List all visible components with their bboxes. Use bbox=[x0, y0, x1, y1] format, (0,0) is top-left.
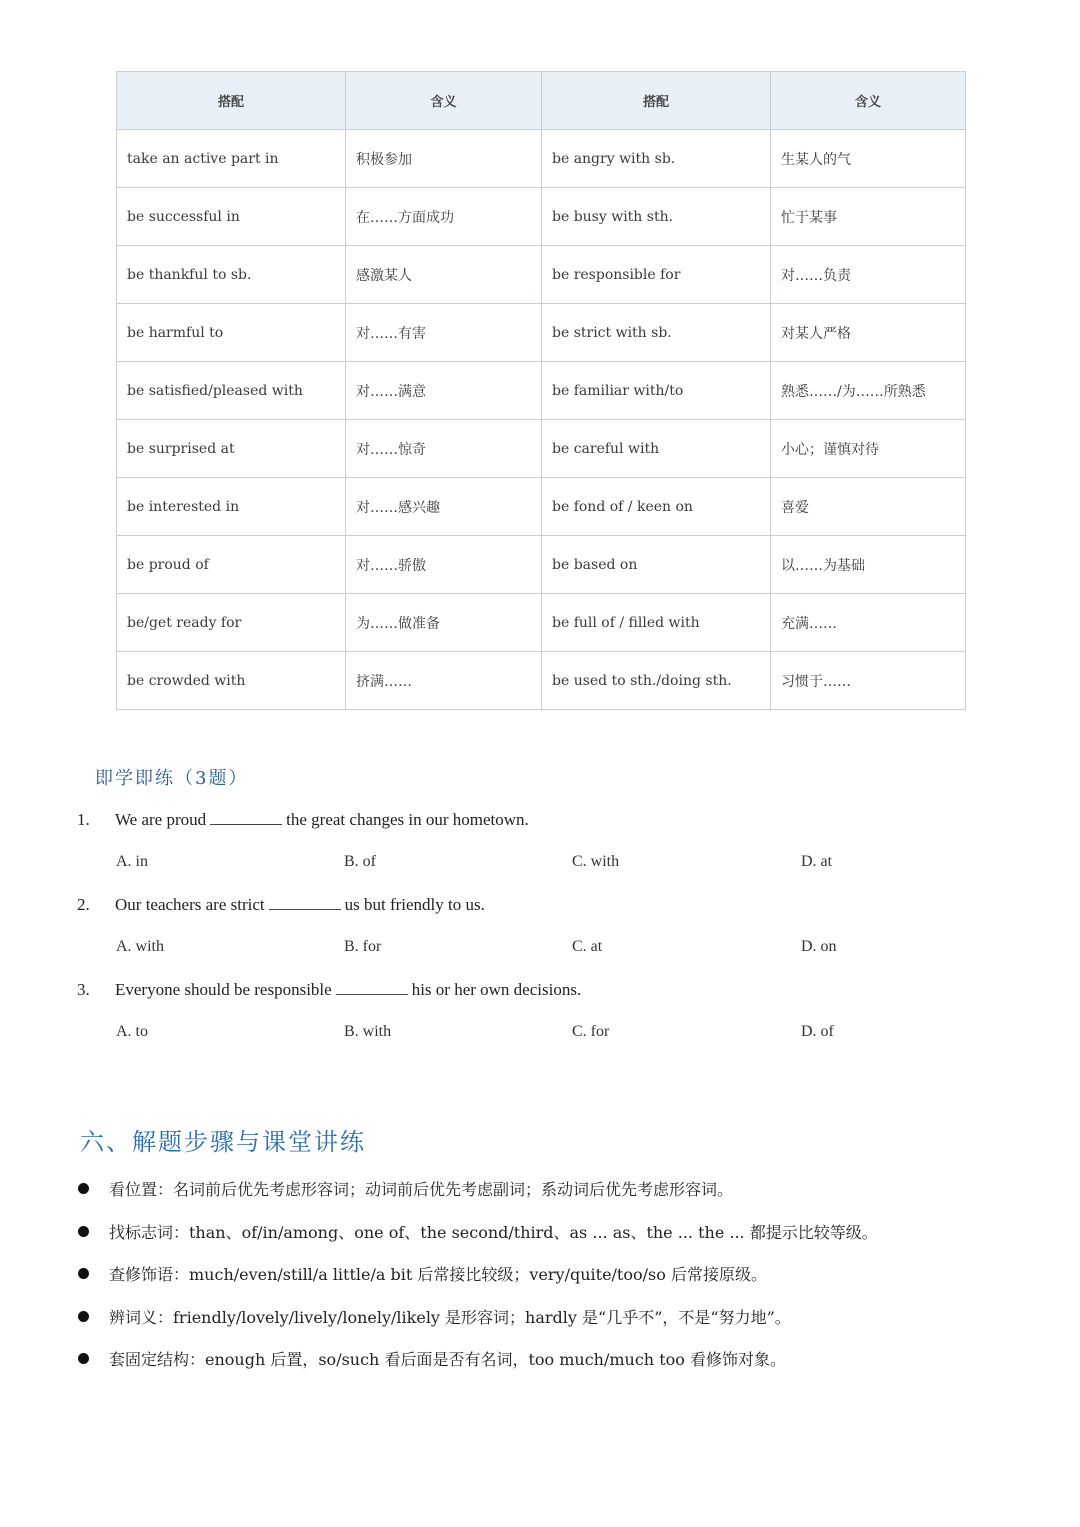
option-c: C. at bbox=[572, 938, 603, 955]
table-row bbox=[117, 362, 966, 420]
bullet-icon bbox=[78, 1183, 89, 1194]
table-row bbox=[117, 130, 966, 188]
table-cell: be/get ready for bbox=[117, 594, 346, 652]
table-cell: 感激某人 bbox=[346, 246, 542, 304]
table-cell: 对……感兴趣 bbox=[346, 478, 542, 536]
question-number: 3. bbox=[77, 980, 90, 999]
table-cell: 挤满…… bbox=[346, 652, 542, 710]
table-cell: be proud of bbox=[117, 536, 346, 594]
option-a: A. in bbox=[116, 853, 148, 870]
table-row bbox=[117, 594, 966, 652]
table-cell: 充满…… bbox=[771, 594, 966, 652]
option-d: D. at bbox=[801, 853, 833, 870]
question-number: 2. bbox=[77, 895, 90, 914]
bullet-text: 看位置：名词前后优先考虑形容词；动词前后优先考虑副词；系动词后优先考虑形容词。 bbox=[109, 1180, 734, 1199]
table-cell: be fond of / keen on bbox=[542, 478, 771, 536]
list-item bbox=[78, 1305, 791, 1328]
table-row bbox=[117, 536, 966, 594]
table-cell: 以……为基础 bbox=[771, 536, 966, 594]
table-row bbox=[117, 478, 966, 536]
table-cell: be interested in bbox=[117, 478, 346, 536]
table-cell: 忙于某事 bbox=[771, 188, 966, 246]
question-text-after: the great changes in our hometown. bbox=[286, 810, 529, 829]
question-text-before: We are proud bbox=[115, 810, 207, 829]
table-cell: be successful in bbox=[117, 188, 346, 246]
option-c: C. for bbox=[572, 1023, 610, 1040]
table-cell: 对……负责 bbox=[771, 246, 966, 304]
table-cell: be responsible for bbox=[542, 246, 771, 304]
table-cell: be satisfied/pleased with bbox=[117, 362, 346, 420]
bullet-icon bbox=[78, 1311, 89, 1322]
table-cell: 对……惊奇 bbox=[346, 420, 542, 478]
option-a: A. to bbox=[116, 1023, 148, 1040]
option-b: B. of bbox=[344, 853, 376, 870]
table-header-row bbox=[117, 72, 966, 130]
list-item bbox=[78, 1220, 878, 1243]
table-cell: be based on bbox=[542, 536, 771, 594]
table-row bbox=[117, 304, 966, 362]
header-meaning-2: 含义 bbox=[771, 72, 966, 130]
table-cell: 为……做准备 bbox=[346, 594, 542, 652]
table-cell: be used to sth./doing sth. bbox=[542, 652, 771, 710]
table-cell: be angry with sb. bbox=[542, 130, 771, 188]
table-cell: 对某人严格 bbox=[771, 304, 966, 362]
table-row bbox=[117, 420, 966, 478]
table-cell: be harmful to bbox=[117, 304, 346, 362]
table-cell: be crowded with bbox=[117, 652, 346, 710]
option-b: B. for bbox=[344, 938, 382, 955]
table-cell: be surprised at bbox=[117, 420, 346, 478]
list-item bbox=[78, 1262, 767, 1285]
table-cell: 习惯于…… bbox=[771, 652, 966, 710]
bullet-text: 辨词义：friendly/lovely/lively/lonely/likely 是形容词；hardly 是“几乎不”，不是“努力地”。 bbox=[109, 1308, 791, 1327]
bullet-icon bbox=[78, 1226, 89, 1237]
table-cell: 小心；谨慎对待 bbox=[771, 420, 966, 478]
table-row bbox=[117, 188, 966, 246]
table-row bbox=[117, 246, 966, 304]
header-collocation-1: 搭配 bbox=[117, 72, 346, 130]
answer-blank bbox=[336, 980, 408, 995]
table-cell: 积极参加 bbox=[346, 130, 542, 188]
exercise-heading: 即学即练（3题） bbox=[95, 768, 249, 789]
table-cell: 对……满意 bbox=[346, 362, 542, 420]
table-cell: 对……骄傲 bbox=[346, 536, 542, 594]
option-b: B. with bbox=[344, 1023, 392, 1040]
table-cell: 在……方面成功 bbox=[346, 188, 542, 246]
option-c: C. with bbox=[572, 853, 620, 870]
header-meaning-1: 含义 bbox=[346, 72, 542, 130]
bullet-text: 查修饰语：much/even/still/a little/a bit 后常接比较级；very/quite/too/so 后常接原级。 bbox=[109, 1265, 767, 1284]
answer-blank bbox=[269, 895, 341, 910]
question-text-before: Our teachers are strict bbox=[115, 895, 265, 914]
option-a: A. with bbox=[116, 938, 164, 955]
list-item bbox=[78, 1347, 786, 1370]
question-text-after: us but friendly to us. bbox=[344, 895, 485, 914]
table-cell: 熟悉……/为……所熟悉 bbox=[771, 362, 966, 420]
bullet-text: 套固定结构：enough 后置，so/such 看后面是否有名词，too much/much too 看修饰对象。 bbox=[109, 1350, 786, 1369]
section-heading: 六、解题步骤与课堂讲练 bbox=[80, 1128, 366, 1156]
table-cell: be familiar with/to bbox=[542, 362, 771, 420]
option-d: D. of bbox=[801, 1023, 834, 1040]
table-cell: be full of / filled with bbox=[542, 594, 771, 652]
header-collocation-2: 搭配 bbox=[542, 72, 771, 130]
table-cell: be thankful to sb. bbox=[117, 246, 346, 304]
table-cell: take an active part in bbox=[117, 130, 346, 188]
table-cell: 生某人的气 bbox=[771, 130, 966, 188]
list-item bbox=[78, 1177, 733, 1200]
table-cell: be strict with sb. bbox=[542, 304, 771, 362]
collocation-table bbox=[116, 71, 966, 710]
bullet-icon bbox=[78, 1353, 89, 1364]
question-number: 1. bbox=[77, 810, 90, 829]
option-d: D. on bbox=[801, 938, 837, 955]
bullet-text: 找标志词：than、of/in/among、one of、the second/third、as ... as、the ... the ... 都提示比较等级。 bbox=[109, 1223, 878, 1242]
table-row bbox=[117, 652, 966, 710]
table-cell: be careful with bbox=[542, 420, 771, 478]
question-text-before: Everyone should be responsible bbox=[115, 980, 332, 999]
table-cell: be busy with sth. bbox=[542, 188, 771, 246]
question-text-after: his or her own decisions. bbox=[411, 980, 582, 999]
table-cell: 对……有害 bbox=[346, 304, 542, 362]
table-cell: 喜爱 bbox=[771, 478, 966, 536]
bullet-icon bbox=[78, 1268, 89, 1279]
answer-blank bbox=[210, 810, 282, 825]
